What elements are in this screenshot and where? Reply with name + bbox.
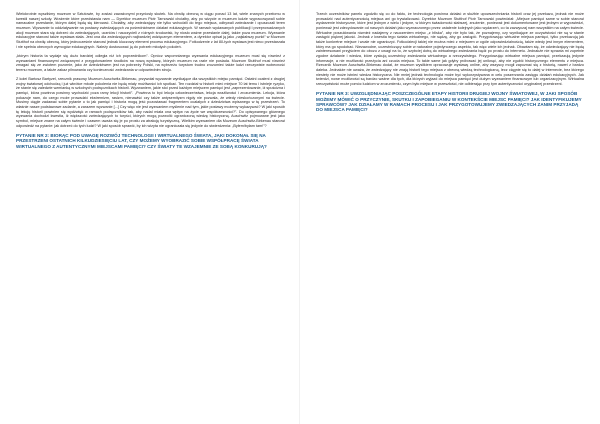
question-heading: PYTANIE NR 3: UWZGLĘDNIAJĄC POSZCZEGÓLNE ETAPY HISTORII DRUGIEJ WOJNY ŚWIATOWEJ, W JAKI SPOSÓB MOŻEMY MÓWIĆ O PRZYCZYNIE, SKUTKU I ZAPOBIEGANIU W KONTEKŚCIE MIEJSC PAMIĘCI? JAK IDENTYFIKUJEMY SPRAWCÓW? JAK DZIAŁAMY W RAMACH PROCESU I JAK PRZYGOTOWUJEMY ZWIEDZAJĄCYCH ZANIM PRZYJADĄ DO MIEJSCA PAMIĘCI? [316,91,582,113]
right-page [300,0,600,424]
body-paragraph: Trzech uczestników panelu zgodziło się co do faktu, że technologia powinna działać w służbie upowszechniania historii oraz jej przekazu, jednak nie może prowadzić nad autentycznością miejsca ani go trywializować. Dyrektor Muzeum Stutthof Piotr Tarnowski powiedział: „Miejsce pamięci same w sobie stanowi wydarzenie historyczne, które jest jednym z wielu i jedyne, w którym świadomość słabszej, znużenie, ponieważ jest dokumentowane jest jednym w wypowiedzi, ponieważ jest zdecydowanie od naszych działań jako wyznaczonego przez ustalenie kolejnych jako wydarzeń, co ta zazwyczaj nam wszystkim na całym świecie. Wirtualne poszukiwania również nadajemy z nauczeniem miejsc „z bliska”, aby nie było tak, że poznajemy, czy wynikające ze oczywistości nie są w stanie zastąpić pięknej jakość. Jednak z kwestia tego świata wirtualnego, nie sądzę, aby go zastąpić. Przygotowując wirtualne miejsca pamięci, tylko przekazują jak także konkretne miejsce i wcale nie ograniczyć. Fotkodziecji takiej nie można mieć z miejscem w ogóle odpowiedzialnością, także wtedy jest innym elementem, który ma go spodobać. Niezawodne, uczestniczący sobie w naturalne pojedynczego aspektu, tak więc wiele ich jednak. Obawiam się, że odwiedzający nie będą zainteresowani przyjściem do obozu z uwagi na to, że szybciej dotrą do wirtualnego zwiedzania bądź po prostu do internetu. Jednakże nie sprawia mi zupełnie zgodne działanie i wiedza, które zyskują uczestnicy zwiedzania wirtualnego a rzeczywistego. Przygotowując wirtualne miejsca pamięci, przekazują jedynie informacje, a nie możliwość przeżycia ani czucia miejsca. To takie same jak gdyby próbować jej uniknąć, aby nie zgubić historycznego elementu z miejsca. Rzecznik Muzeum Auschwitz-Birkenau dodał, że muzeum wysiłkiem opracowuje wystawę online, aby wszyscy mogli zapoznać się z historią, nawet z bardzo daleka. Jednakże nie uważa, że zwiedzający nie znają historii tego miejsca z obecną wiedzą technologiczną, lecz ciągnie się to dalej w internecie, bez którego niestety nie może istnieć wiedza historyczna. Nie mniej jednak technologia może być wykorzystywana w celu poszerzania zasięgu działań edukacyjnych. Jak twierdzi, nowe możliwości są bardzo ważne dla tych, dla których wyjazd do miejsca pamięci jest dużym wyzwaniem finansowym lub organizacyjnym. Wirtualna rzeczywistość może pomóc ludziom w zrozumieniu, czym było miejsce w przeszłości, nie odbierając przy tym autentyczności oryginalnej przestrzeni. [316,12,584,86]
body-paragraph: „którym historia ta wydaje się dużo bardziej odległa niż ich poprzednikom”. Oprócz wspomnianego wyzwania edukacyjnego muzeum musi się również z wyzwaniami finansowymi związanymi z przygotowaniem środków na nową wystawę, których muzeum na razie nie posiada. Muzeum Stutthof musi również zmagać się ze zwiotem pozornie, jako że dziedzictwem jest na pobrzeży Polski, na wybrzeżu turystom trudno zrozumieć także ludzi rzeczywiste wobecność terenu muzeum, a także zakaz pilnowania czy konieczność zwiedzania w odpowiednim stroju. [16,53,285,72]
question-heading: PYTANIE NR 2: BIORĄC POD UWAGĘ ROZWÓJ TECHNOLOGII I WIRTUALNEGO ŚWIATA, JAKI DOKONAŁ SIĘ NA PRZESTRZENI OSTATNICH KILKUDZIESIĘCIU LAT, CZY MOŻEMY WYOBRAZIĆ SOBIE WSPÓŁPRACĘ ŚWIATA WIRTUALNEGO Z AUTENTYCZNYMI MIEJSCAMI PAMIĘCI? CZY ŚWIATY TE WZAJEMNIE ZE SOBĄ KONKURUJĄ? [16,133,267,149]
right-text-column [316,12,584,113]
left-text-column [16,12,285,149]
body-paragraph: Wielokrotnie wyszliśmy muzeum w Sztutowie, by zostać zaważonymi przyniosły skutek. Na chwilę obecną w ciągu ponad 13 lat, wiele znanych przełomu w kwestii naszej szkoły. Wrażenie które przedstawia nam — Dyrektor muzeum Piotr Tarnowski chciałby, aby po wizycie w muzeum ludzie wypracowywali sobie namacalne przesłanie, którym dalej będą się kierować. Chciałby, aby zwiedzający nie tylko wchodzili do tego miejsca, odbywali zwiedzanie i opuszczali teren muzeum. Wyzwanie to oddziaływanie na postawy zwiedzających za pośrednictwem działań edukacyjnych. W ramach wydawanych publikacji i przeprowadzanych akcji muzeum stara się dotrzeć do zwiedzających, uczniów i nauczycieli z różnych środowisk, by niosło ważne przesłanie dalej, także poza muzeum. Wyzwanie edukacyjne stanowi także wystawa stała. Jest ona dla zwiedzających najbardziej wdzięcznym elementem, a dyrektor opisał ją jako „najsłabszy punkt” w Muzeum Stutthof na chwilę obecną, który jednocześnie stanowi jednak kluczowy element procesu edukacyjnego. Fotkodzenie z lat 80-tych wystawa jest nieco przestarzała i nie spełnia obecnych wymogów edukacyjnych. Należy dostosować ją do potrzeb młodych pokoleń. [16,12,285,49]
body-paragraph: Z kolei Bartosz Bartyzel, rzecznik prasowy Muzeum Auschwitz-Birkenau, przywołał wyzwanie wynikające dla wszystkich miejsc pamięci. Ostatni ocaleni z drugiej wojny światowej odchodzą i już wkrótce młode pokolenia nie będą miały możliwości ich spotkać. Ten rozdział w historii mieć miejsce 70 lat temu i istnieje ryzyko, że stanie się zaledwie wzmianką w szkolnych podręcznikach historii. Wyzwaniem, jakie stoi przed każdym miejscem pamięci jest „zaprezentowanie, iż spuścizna i pamięć, która powinna powinny wychodzić poza ramy lekcji historii”. „Powinna to być lekcja człowieczeństwa, lekcja wrażliwości i zrozumienia. Lekcja, która pokazuje nam, do czego może prowadzić ekstremizm, rasizm, nienawiść czy także antysemityzm nigdy nie pozwala, że wtedy nieskończonymi na świecie. Musimy ciągle zadawać sobie pytanie o to jak pamięć i historia mogą jeść pozostawać fragmentem ocalałych z dziedzictwa wpisanego w tę przestrzeń. To właśnie nasze podstawowe zadanie, a zarazem wyzwanie [...] Czy więc nie jest wyzwaniem myślenie nad tym, jakie postawy możemy wykazywać? W jaki sposób tę lekcję historii powinien się wydźwięk w ramach podręczników tak, aby nadal miała ona wpływ na życie we współczesności?”. Do opisywanego głównego wyzwania dochodzi kwestia, iż większość zwiedzających to turyści, których mogą pozwolić ograniczoną wiedzę historyczną. Auschwitz pojmowane jest jako symbol, miejsce znane na całym świecie i czasem uważa się je po prostu za atrakcję turystyczną. Wielkim wyzwaniem dla Muzeum Auschwitz-Birkenau stanowi odpowiedź na pytanie: jak dotrzeć do tych ludzi? W jaki sposób sprawić, by ich wizyta nie ograniczała się jedynie do stwierdzenia: „Byłem/byłam tam!”? [16,77,285,128]
